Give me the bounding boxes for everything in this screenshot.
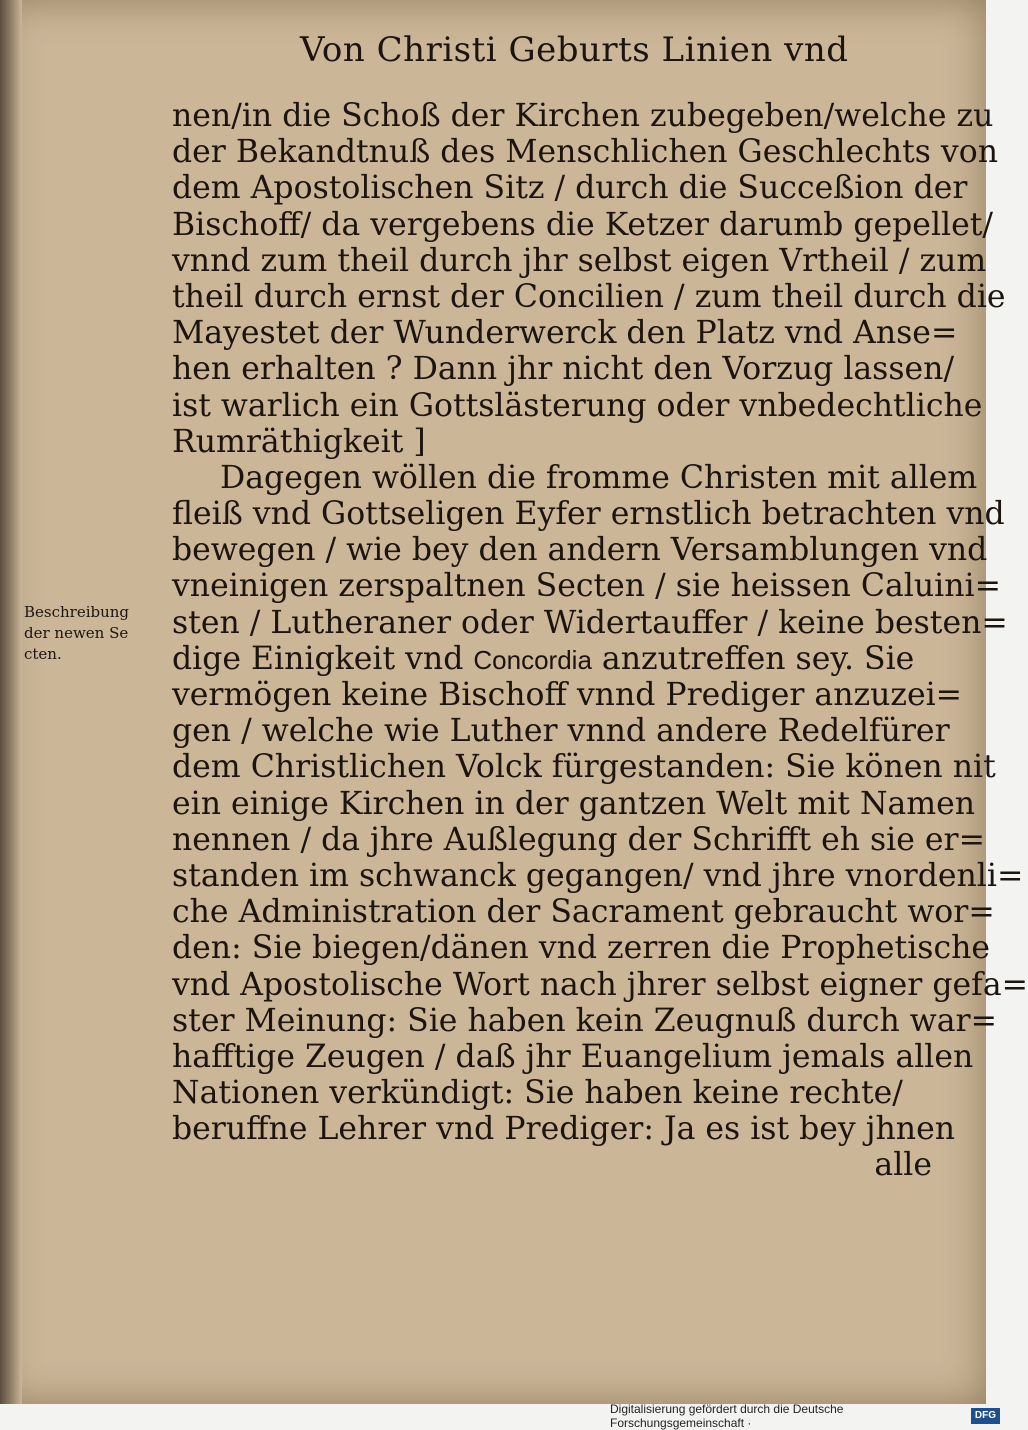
text-line: vnnd zum theil durch jhr selbst eigen Vrtheil / zum bbox=[172, 242, 987, 279]
latin-word: Concordia bbox=[473, 644, 592, 675]
text-line: hafftige Zeugen / daß jhr Euangelium jemals allen bbox=[172, 1038, 974, 1075]
text-line: beruffne Lehrer vnd Prediger: Ja es ist bey jhnen bbox=[172, 1111, 956, 1148]
body-text bbox=[172, 98, 1028, 1184]
text-line: dem Apostolischen Sitz / durch die Succeßion der bbox=[172, 170, 968, 207]
marginal-note-line: Beschreibung bbox=[24, 603, 130, 621]
text-line-with-latin bbox=[172, 641, 942, 677]
text-line: Bischoff/ da vergebens die Ketzer darumb gepellet/ bbox=[172, 206, 994, 243]
text-line: ster Meinung: Sie haben kein Zeugnuß durch war= bbox=[172, 1002, 997, 1039]
text-line: vneinigen zerspaltnen Secten / sie heissen Caluini= bbox=[172, 568, 1001, 605]
marginal-note-line: cten. bbox=[24, 645, 62, 663]
text-line: den: Sie biegen/dänen vnd zerren die Prophetische bbox=[172, 930, 991, 967]
text-line: sten / Lutheraner oder Widertauffer / keine besten= bbox=[172, 604, 1008, 641]
book-gutter-shadow bbox=[0, 0, 22, 1404]
text-line: hen erhalten ? Dann jhr nicht den Vorzug lassen/ bbox=[172, 351, 955, 388]
text-line: bewegen / wie bey den andern Versamblungen vnd bbox=[172, 532, 988, 569]
catchword: alle bbox=[874, 1147, 932, 1184]
text-fragment: dige Einigkeit vnd bbox=[172, 640, 474, 677]
marginal-note-line: der newen Se bbox=[24, 624, 129, 642]
text-line: che Administration der Sacrament gebraucht wor= bbox=[172, 894, 995, 931]
text-line: nennen / da jhre Außlegung der Schrifft eh sie er= bbox=[172, 821, 986, 858]
text-line: fleiß vnd Gottseligen Eyfer ernstlich betrachten vnd bbox=[172, 496, 1005, 533]
text-line: vermögen keine Bischoff vnnd Prediger anzuzei= bbox=[172, 677, 963, 713]
text-line: Nationen verkündigt: Sie haben keine rechte/ bbox=[172, 1075, 903, 1112]
running-header: Von Christi Geburts Linien vnd bbox=[300, 30, 849, 70]
text-line: Rumräthigkeit ] bbox=[172, 423, 426, 460]
text-line: dem Christlichen Volck fürgestanden: Sie könen nit bbox=[172, 749, 996, 786]
text-line: vnd Apostolische Wort nach jhrer selbst eigner gefa= bbox=[172, 966, 1028, 1003]
text-line: Dagegen wöllen die fromme Christen mit allem bbox=[220, 459, 978, 496]
text-line: standen im schwanck gegangen/ vnd jhre vnordenli= bbox=[172, 857, 1024, 894]
text-line: nen/in die Schoß der Kirchen zubegeben/welche zu bbox=[172, 98, 994, 134]
text-line: theil durch ernst der Concilien / zum theil durch die bbox=[172, 278, 1006, 315]
text-line: ist warlich ein Gottslästerung oder vnbedechtliche bbox=[172, 387, 983, 424]
marginal-note bbox=[24, 602, 166, 665]
footer-text: Digitalisierung gefördert durch die Deutsche Forschungsgemeinschaft · bbox=[610, 1402, 844, 1430]
dfg-logo: DFG bbox=[971, 1408, 1000, 1424]
text-line: ein einige Kirchen in der gantzen Welt mit Namen bbox=[172, 785, 976, 822]
text-line: gen / welche wie Luther vnnd andere Redelfürer bbox=[172, 713, 950, 750]
text-fragment: anzutreffen sey. Sie bbox=[591, 640, 915, 677]
digitization-footer bbox=[610, 1402, 1000, 1430]
text-line: Mayestet der Wunderwerck den Platz vnd Anse= bbox=[172, 315, 958, 352]
text-line: der Bekandtnuß des Menschlichen Geschlechts von bbox=[172, 134, 998, 171]
